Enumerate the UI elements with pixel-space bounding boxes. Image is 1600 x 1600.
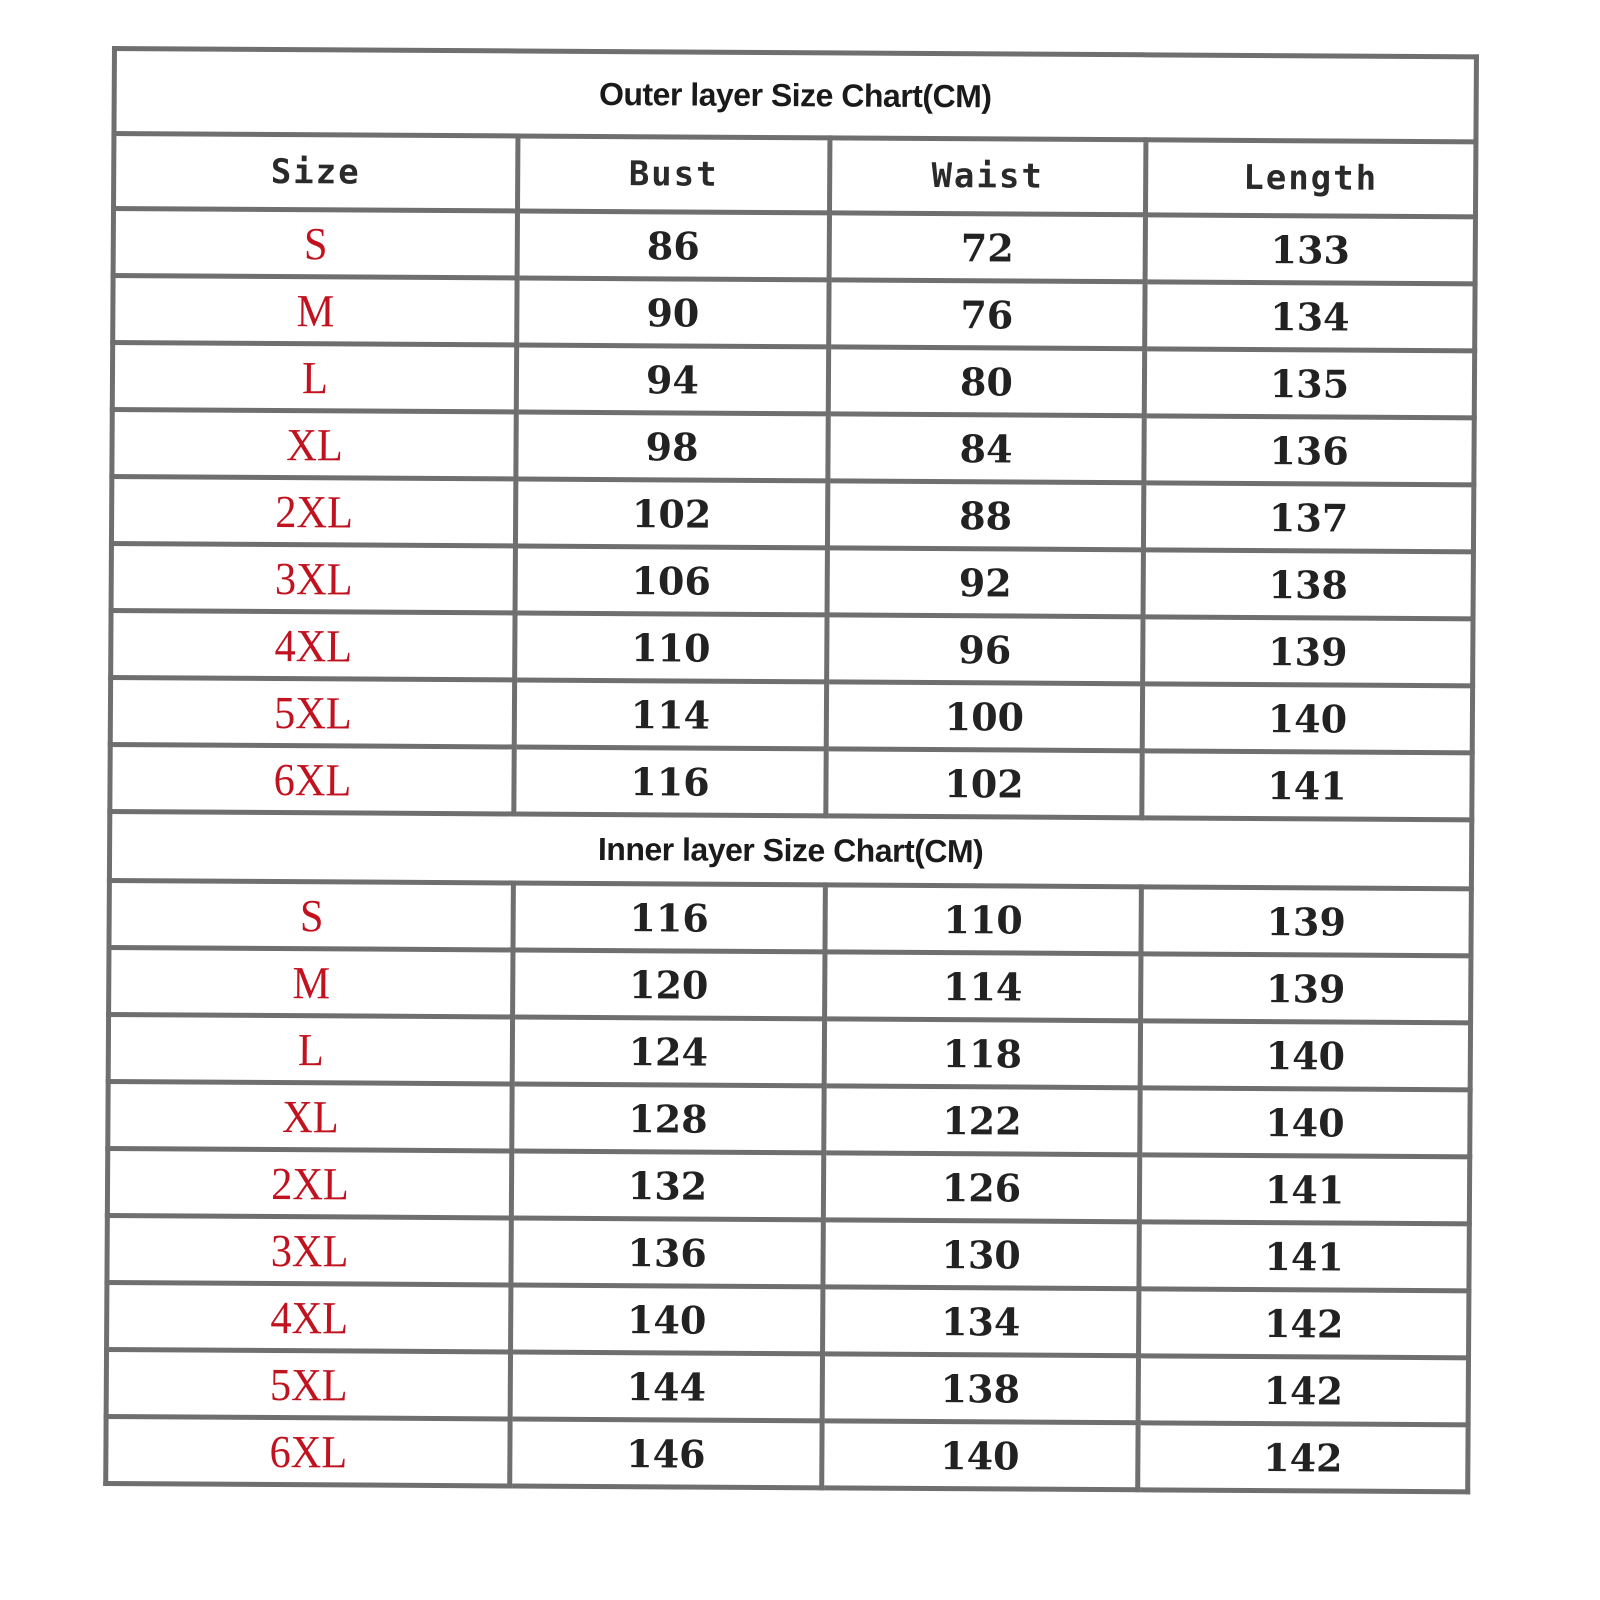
bust-cell: 124: [512, 1017, 824, 1086]
waist-cell: 92: [827, 548, 1143, 617]
size-cell: 4XL: [127, 611, 499, 680]
bust-cell: 94: [516, 345, 828, 414]
length-cell: 142: [1139, 1289, 1469, 1358]
size-cell: M: [125, 948, 497, 1017]
waist-cell: 96: [827, 615, 1143, 684]
inner-layer-title: Inner layer Size Chart(CM): [109, 812, 1471, 889]
size-cell: L: [124, 1015, 496, 1084]
outer-table-row: [110, 678, 1472, 753]
waist-cell: 138: [822, 1354, 1138, 1423]
size-chart-body: [106, 49, 1477, 1492]
size-cell: L: [128, 343, 500, 412]
outer-table-row: [111, 611, 1473, 686]
bust-cell: 120: [513, 950, 825, 1019]
size-cell: 5XL: [126, 678, 498, 747]
size-cell: 3XL: [123, 1216, 495, 1285]
bust-cell: 140: [511, 1285, 823, 1354]
column-header-row: [114, 134, 1476, 217]
bust-cell: 110: [515, 613, 827, 682]
length-cell: 140: [1142, 684, 1472, 753]
waist-cell: 88: [827, 481, 1143, 550]
bust-cell: 116: [514, 747, 826, 816]
length-cell: 134: [1145, 282, 1475, 351]
waist-cell: 76: [829, 280, 1145, 349]
waist-cell: 80: [828, 347, 1144, 416]
waist-cell: 102: [826, 749, 1142, 818]
size-cell: S: [125, 881, 497, 950]
bust-cell: 128: [512, 1084, 824, 1153]
outer-table-row: [111, 477, 1473, 552]
size-cell: 6XL: [126, 745, 498, 814]
size-cell: M: [129, 276, 501, 345]
size-cell: 2XL: [124, 1149, 496, 1218]
bust-cell: 144: [510, 1352, 822, 1421]
header-length: Length: [1145, 140, 1475, 217]
waist-cell: 110: [825, 885, 1141, 954]
outer-table-row: [111, 544, 1473, 619]
length-cell: 142: [1138, 1423, 1468, 1492]
inner-table-row: [107, 1148, 1469, 1223]
size-chart-table: [103, 46, 1479, 1494]
inner-table-row: [106, 1416, 1468, 1491]
outer-table-row: [110, 745, 1472, 820]
waist-cell: 130: [823, 1220, 1139, 1289]
header-size: Size: [114, 134, 518, 211]
bust-cell: 90: [517, 278, 829, 347]
waist-cell: 122: [824, 1086, 1140, 1155]
length-cell: 141: [1142, 751, 1472, 820]
length-cell: 133: [1145, 215, 1475, 284]
waist-cell: 114: [825, 952, 1141, 1021]
bust-cell: 132: [511, 1151, 823, 1220]
size-cell: XL: [124, 1082, 496, 1151]
size-cell: 2XL: [128, 477, 500, 546]
size-cell: 3XL: [127, 544, 499, 613]
waist-cell: 126: [823, 1153, 1139, 1222]
size-chart-sheet: [103, 46, 1474, 1550]
length-cell: 139: [1141, 954, 1471, 1023]
waist-cell: 118: [824, 1019, 1140, 1088]
bust-cell: 86: [517, 211, 829, 280]
waist-cell: 72: [829, 213, 1145, 282]
bust-cell: 106: [515, 546, 827, 615]
length-cell: 138: [1143, 550, 1473, 619]
outer-table-row: [112, 410, 1474, 485]
size-cell: 5XL: [122, 1350, 494, 1419]
waist-cell: 84: [828, 414, 1144, 483]
length-cell: 139: [1141, 887, 1471, 956]
inner-table-row: [108, 1014, 1470, 1089]
bust-cell: 98: [516, 412, 828, 481]
waist-cell: 134: [823, 1287, 1139, 1356]
bust-cell: 114: [514, 680, 826, 749]
length-cell: 140: [1140, 1088, 1470, 1157]
size-cell: 4XL: [123, 1283, 495, 1352]
length-cell: 139: [1143, 617, 1473, 686]
waist-cell: 140: [822, 1421, 1138, 1490]
size-cell: 6XL: [122, 1417, 494, 1486]
outer-table-row: [113, 276, 1475, 351]
inner-title-row: [109, 812, 1471, 889]
bust-cell: 146: [510, 1419, 822, 1488]
length-cell: 141: [1139, 1222, 1469, 1291]
outer-title-row: [114, 49, 1477, 142]
bust-cell: 116: [513, 883, 825, 952]
outer-layer-title: Outer layer Size Chart(CM): [114, 49, 1477, 142]
length-cell: 137: [1143, 483, 1473, 552]
length-cell: 136: [1144, 416, 1474, 485]
length-cell: 140: [1140, 1021, 1470, 1090]
bust-cell: 136: [511, 1218, 823, 1287]
header-waist: Waist: [829, 138, 1145, 215]
size-cell: S: [129, 209, 501, 278]
outer-table-row: [113, 209, 1475, 284]
inner-table-row: [106, 1349, 1468, 1424]
inner-table-row: [109, 880, 1471, 955]
inner-table-row: [108, 1081, 1470, 1156]
size-cell: XL: [128, 410, 500, 479]
length-cell: 135: [1144, 349, 1474, 418]
inner-table-row: [107, 1282, 1469, 1357]
inner-table-row: [109, 947, 1471, 1022]
length-cell: 141: [1139, 1155, 1469, 1224]
outer-table-row: [112, 343, 1474, 418]
length-cell: 142: [1138, 1356, 1468, 1425]
header-bust: Bust: [517, 136, 829, 213]
bust-cell: 102: [515, 479, 827, 548]
waist-cell: 100: [826, 682, 1142, 751]
inner-table-row: [107, 1215, 1469, 1290]
